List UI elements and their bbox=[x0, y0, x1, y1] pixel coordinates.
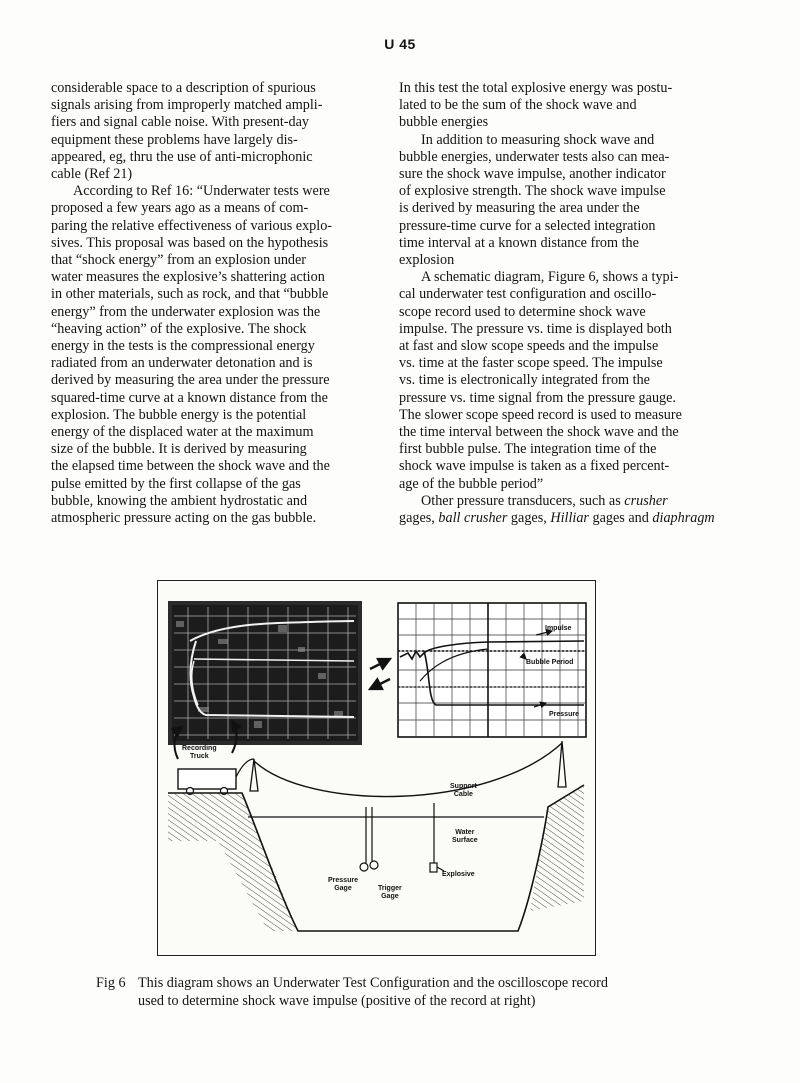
caption-text bbox=[138, 974, 698, 1010]
text-line: In this test the total explosive energy was postu- bbox=[399, 80, 673, 96]
text-span-italic: ball crusher bbox=[438, 510, 508, 527]
text-line: energy of the displaced water at the maximum bbox=[51, 424, 314, 441]
text-line: A schematic diagram, Figure 6, shows a typi- bbox=[421, 269, 679, 286]
text-line: energy in the tests is the compressional energy bbox=[51, 338, 315, 355]
text-line: The slower scope speed record is used to measure bbox=[399, 406, 682, 423]
text-line: appeared, eg, thru the use of anti-microphonic bbox=[51, 148, 313, 165]
pressure-label: Pressure bbox=[549, 711, 579, 718]
caption-line: used to determine shock wave impulse (positive of the record at right) bbox=[138, 993, 536, 1009]
text-span-italic: diaphragm bbox=[652, 510, 715, 527]
text-line: time interval at a known distance from the bbox=[399, 234, 639, 251]
text-line: sives. This proposal was based on the hypothesis bbox=[51, 234, 329, 251]
support-cable bbox=[236, 741, 566, 797]
recording-truck-label bbox=[182, 745, 217, 761]
text-line: explosion. The bubble energy is the potential bbox=[51, 406, 307, 423]
text-line: pressure vs. time signal from the pressure gauge. bbox=[399, 389, 676, 406]
text-line: lated to be the sum of the shock wave and bbox=[399, 97, 637, 114]
support-cable-label bbox=[450, 783, 477, 799]
figure-number: Fig 6 bbox=[96, 975, 126, 991]
explosive-label: Explosive bbox=[442, 871, 475, 878]
text-line: the elapsed time between the shock wave and the bbox=[51, 458, 330, 475]
text-line: is derived by measuring the area under the bbox=[399, 200, 640, 217]
label-line: Cable bbox=[453, 791, 473, 798]
text-line: age of the bubble period” bbox=[399, 475, 544, 492]
figure-drawing bbox=[158, 581, 595, 955]
label-line: Truck bbox=[189, 753, 209, 760]
water-surface-label bbox=[452, 829, 478, 845]
text-line: squared-time curve at a known distance from the bbox=[51, 389, 328, 406]
label-line: Water bbox=[455, 829, 475, 836]
page-header: U 45 bbox=[384, 36, 416, 52]
pressure-gage-label bbox=[328, 877, 358, 893]
text-line: In addition to measuring shock wave and bbox=[421, 131, 655, 148]
text-line: derived by measuring the area under the pressure bbox=[51, 372, 330, 389]
label-line: Surface bbox=[452, 837, 478, 844]
text-line: of explosive strength. The shock wave impulse bbox=[399, 183, 666, 200]
text-line: size of the bubble. It is derived by measuring bbox=[51, 441, 307, 458]
arrow-left-icon bbox=[370, 679, 390, 689]
text-line: signals arising from improperly matched ampli- bbox=[51, 97, 323, 114]
text-line: vs. time at the faster scope speed. The impulse bbox=[399, 355, 663, 372]
text-line: impulse. The pressure vs. time is displayed both bbox=[399, 320, 672, 337]
text-line: “heaving action” of the explosive. The shock bbox=[51, 320, 307, 337]
text-span: gages and bbox=[588, 510, 653, 527]
text-line: energy” from the underwater explosion was the bbox=[51, 303, 321, 320]
caption-line: This diagram shows an Underwater Test Configuration and the oscilloscope record bbox=[138, 975, 608, 991]
text-line: scope record used to determine shock wave bbox=[399, 303, 646, 320]
text-line: equipment these problems have largely dis- bbox=[51, 131, 298, 148]
left-column bbox=[51, 80, 351, 527]
label-line: Gage bbox=[381, 893, 399, 900]
text-span-italic: Hilliar bbox=[550, 510, 589, 527]
text-line: According to Ref 16: “Underwater tests were bbox=[73, 183, 330, 200]
text-line: pressure-time curve for a selected integration bbox=[399, 217, 656, 234]
text-line: the time interval between the shock wave and the bbox=[399, 424, 679, 441]
bubble-period-label: Bubble Period bbox=[526, 659, 574, 666]
text-line: considerable space to a description of spurious bbox=[51, 80, 316, 96]
text-line: first bubble pulse. The integration time of the bbox=[399, 441, 657, 458]
text-line: bubble energies bbox=[399, 114, 489, 131]
right-column bbox=[399, 80, 715, 527]
text-line: cal underwater test configuration and oscillo- bbox=[399, 286, 657, 303]
figure-6 bbox=[157, 580, 596, 956]
text-line: fiers and signal cable noise. With present-day bbox=[51, 114, 310, 131]
text-line: explosion bbox=[399, 252, 455, 269]
text-line: pulse emitted by the first collapse of the gas bbox=[51, 475, 301, 492]
gauge-lines bbox=[360, 803, 444, 872]
label-line: Recording bbox=[182, 745, 217, 752]
label-line: Support bbox=[450, 783, 477, 790]
label-line: Gage bbox=[334, 885, 352, 892]
impulse-label: Impulse bbox=[545, 625, 572, 632]
text-line: shock wave impulse is taken as a fixed percent- bbox=[399, 458, 670, 475]
text-line: bubble energies, underwater tests also can mea- bbox=[399, 148, 670, 165]
text-span-italic: crusher bbox=[624, 492, 668, 509]
test-pond bbox=[168, 785, 584, 931]
text-line: at fast and slow scope speeds and the impulse bbox=[399, 338, 659, 355]
arrow-right-icon bbox=[370, 659, 390, 669]
text-line: atmospheric pressure acting on the gas bubble. bbox=[51, 510, 317, 527]
label-line: Pressure bbox=[328, 877, 358, 884]
text-line bbox=[399, 493, 705, 510]
text-line: paring the relative effectiveness of various explo- bbox=[51, 217, 333, 234]
text-span: gages, bbox=[399, 510, 439, 527]
label-line: Trigger bbox=[378, 885, 402, 892]
text-line: proposed a few years ago as a means of com- bbox=[51, 200, 309, 217]
text-line: that “shock energy” from an explosion under bbox=[51, 252, 307, 269]
oscilloscope-photo bbox=[168, 601, 362, 745]
trigger-gage-label bbox=[378, 885, 402, 901]
text-line: water measures the explosive’s shattering action bbox=[51, 269, 325, 286]
text-line: sure the shock wave impulse, another indicator bbox=[399, 166, 666, 183]
text-line: radiated from an underwater detonation and is bbox=[51, 355, 313, 372]
text-line bbox=[399, 510, 715, 527]
text-line: in other materials, such as rock, and that “bubble bbox=[51, 286, 329, 303]
text-span: gages, bbox=[507, 510, 551, 527]
text-line: vs. time is electronically integrated from the bbox=[399, 372, 650, 389]
text-span: Other pressure transducers, such as bbox=[421, 492, 625, 509]
text-line: bubble, knowing the ambient hydrostatic and bbox=[51, 492, 308, 509]
text-line: cable (Ref 21) bbox=[51, 166, 133, 183]
